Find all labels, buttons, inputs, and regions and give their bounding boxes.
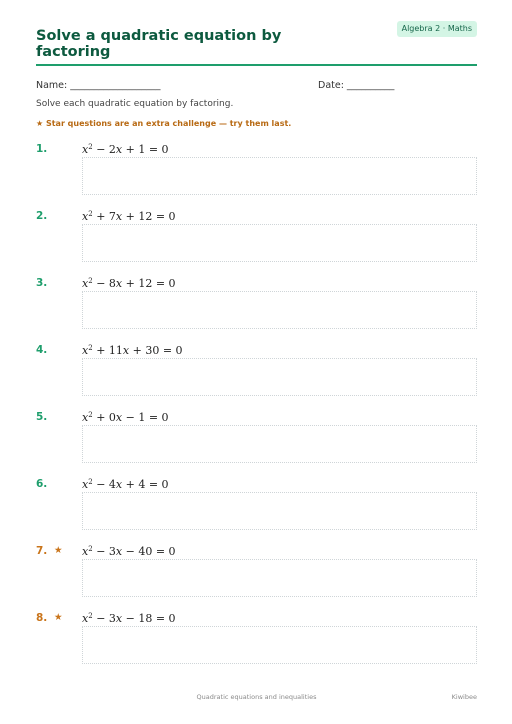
star-note: ★ Star questions are an extra challenge — try them last. [36, 119, 292, 128]
date-field[interactable]: Date: __________ [318, 80, 395, 91]
answer-box[interactable] [82, 291, 477, 329]
question-number: 3. [36, 277, 48, 289]
answer-box[interactable] [82, 626, 477, 664]
equation: $x^2 + 7x + 12 = 0$ [82, 210, 176, 223]
question-number: 7. [36, 545, 48, 557]
question-number: 8. [36, 612, 48, 624]
question-item [36, 478, 477, 538]
name-field[interactable]: Name: ___________________ [36, 80, 161, 91]
challenge-star-icon: ★ [54, 612, 63, 623]
question-number: 1. [36, 143, 48, 155]
answer-box[interactable] [82, 492, 477, 530]
question-item [36, 411, 477, 471]
worksheet-page [36, 0, 477, 724]
equation: $x^2 - 3x - 18 = 0$ [82, 612, 176, 625]
question-item [36, 612, 477, 672]
title-divider [36, 64, 477, 66]
answer-box[interactable] [82, 157, 477, 195]
answer-box[interactable] [82, 425, 477, 463]
question-number: 6. [36, 478, 48, 490]
subject-badge: Algebra 2 · Maths [397, 21, 477, 37]
footer-brand: Kiwibee [451, 693, 477, 701]
question-item [36, 545, 477, 605]
answer-box[interactable] [82, 358, 477, 396]
question-item [36, 277, 477, 337]
question-number: 2. [36, 210, 48, 222]
equation: $x^2 + 11x + 30 = 0$ [82, 344, 183, 357]
equation: $x^2 - 4x + 4 = 0$ [82, 478, 169, 491]
equation: $x^2 - 3x - 40 = 0$ [82, 545, 176, 558]
equation: $x^2 - 2x + 1 = 0$ [82, 143, 169, 156]
question-item [36, 210, 477, 270]
question-number: 5. [36, 411, 48, 423]
question-item [36, 143, 477, 203]
page-title: Solve a quadratic equation by factoring [36, 28, 282, 60]
challenge-star-icon: ★ [54, 545, 63, 556]
answer-box[interactable] [82, 559, 477, 597]
equation: $x^2 + 0x - 1 = 0$ [82, 411, 169, 424]
equation: $x^2 - 8x + 12 = 0$ [82, 277, 176, 290]
answer-box[interactable] [82, 224, 477, 262]
footer-topic: Quadratic equations and inequalities [196, 693, 317, 701]
question-number: 4. [36, 344, 48, 356]
instructions: Solve each quadratic equation by factoring. [36, 99, 234, 109]
question-item [36, 344, 477, 404]
